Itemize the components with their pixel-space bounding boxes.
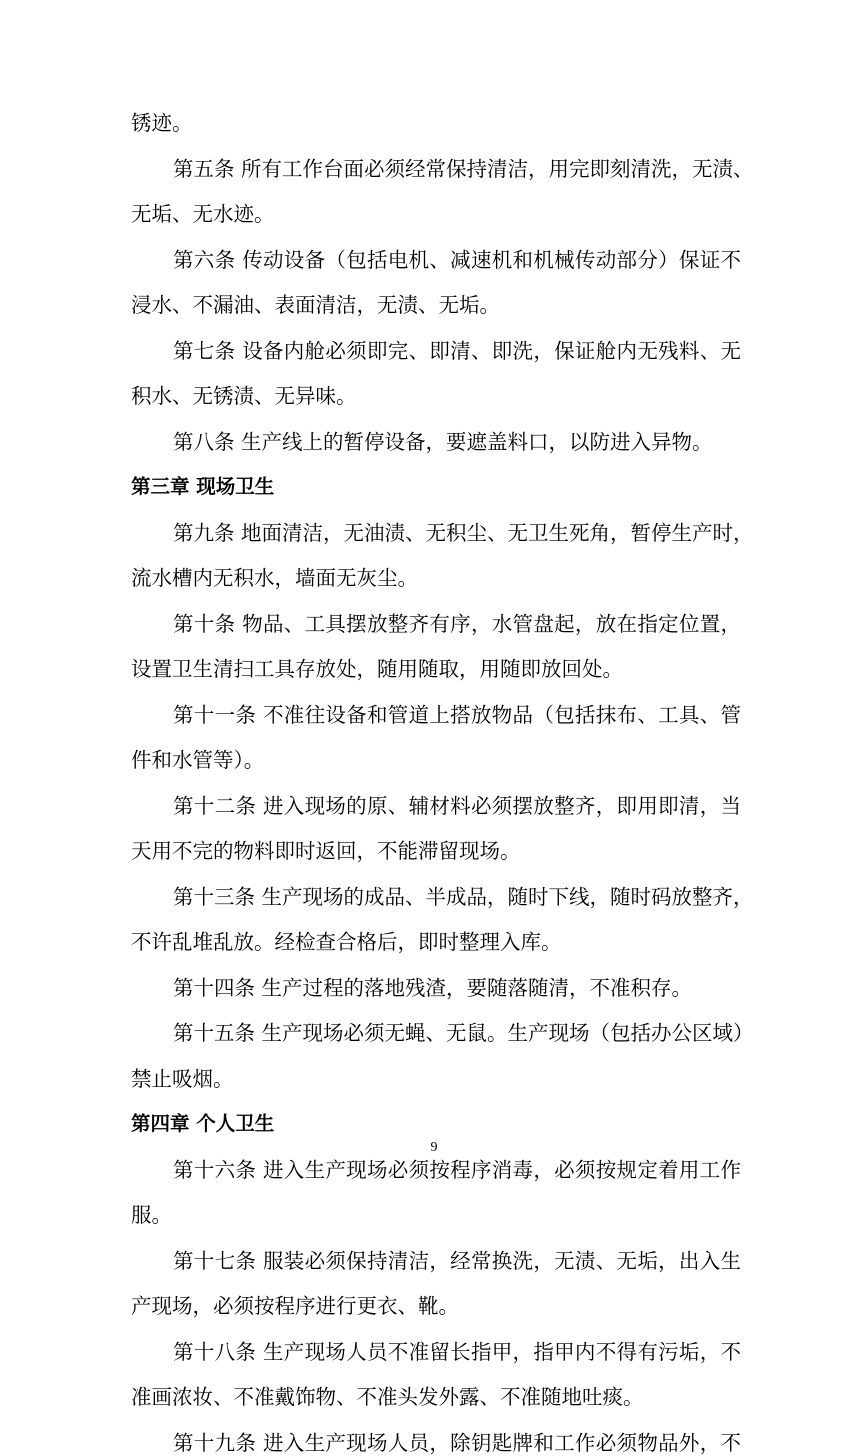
text-line: 第十一条 不准往设备和管道上搭放物品（包括抹布、工具、管 [173, 703, 741, 727]
text-line: 流水槽内无积水，墙面无灰尘。 [131, 566, 418, 590]
text-line: 不许乱堆乱放。经检查合格后，即时整理入库。 [131, 930, 562, 954]
text-line: 天用不完的物料即时返回，不能滞留现场。 [131, 839, 521, 863]
text-line: 第六条 传动设备（包括电机、减速机和机械传动部分）保证不 [173, 248, 741, 272]
text-line: 第十九条 进入生产现场人员，除钥匙牌和工作必须物品外，不 [173, 1431, 741, 1455]
text-line: 积水、无锈渍、无异味。 [131, 384, 357, 408]
page-number: 9 [430, 1140, 438, 1155]
text-line: 设置卫生清扫工具存放处，随用随取，用随即放回处。 [131, 657, 623, 681]
text-line: 禁止吸烟。 [131, 1067, 234, 1091]
text-line: 第十条 物品、工具摆放整齐有序，水管盘起，放在指定位置， [173, 612, 741, 636]
text-line: 第十二条 进入现场的原、辅材料必须摆放整齐，即用即清，当 [173, 794, 741, 818]
text-line: 服。 [131, 1203, 172, 1227]
text-line: 第十六条 进入生产现场必须按程序消毒，必须按规定着用工作 [173, 1158, 741, 1182]
text-line: 第十八条 生产现场人员不准留长指甲，指甲内不得有污垢，不 [173, 1340, 741, 1364]
text-line: 第十七条 服装必须保持清洁，经常换洗，无渍、无垢，出入生 [173, 1249, 741, 1273]
text-line: 第五条 所有工作台面必须经常保持清洁，用完即刻清洗，无渍、 [173, 157, 754, 181]
text-line: 第十五条 生产现场必须无蝇、无鼠。生产现场（包括办公区域） [173, 1021, 754, 1045]
text-line: 浸水、不漏油、表面清洁，无渍、无垢。 [131, 293, 500, 317]
text-line: 无垢、无水迹。 [131, 202, 275, 226]
text-line: 第十三条 生产现场的成品、半成品，随时下线，随时码放整齐， [173, 885, 754, 909]
text-line: 第七条 设备内舱必须即完、即清、即洗，保证舱内无残料、无 [173, 339, 741, 363]
text-line: 第八条 生产线上的暂停设备，要遮盖料口，以防进入异物。 [173, 430, 713, 454]
text-line: 第九条 地面清洁，无油渍、无积尘、无卫生死角，暂停生产时， [173, 521, 754, 545]
chapter-heading: 第四章 个人卫生 [131, 1112, 275, 1135]
text-line: 件和水管等）。 [131, 748, 265, 772]
text-line: 第十四条 生产过程的落地残渣，要随落随清，不准积存。 [173, 976, 693, 1000]
chapter-heading: 第三章 现场卫生 [131, 475, 275, 498]
text-line: 产现场，必须按程序进行更衣、靴。 [131, 1294, 459, 1318]
text-line: 准画浓妆、不准戴饰物、不准头发外露、不准随地吐痰。 [131, 1385, 644, 1409]
text-line: 锈迹。 [131, 111, 193, 135]
